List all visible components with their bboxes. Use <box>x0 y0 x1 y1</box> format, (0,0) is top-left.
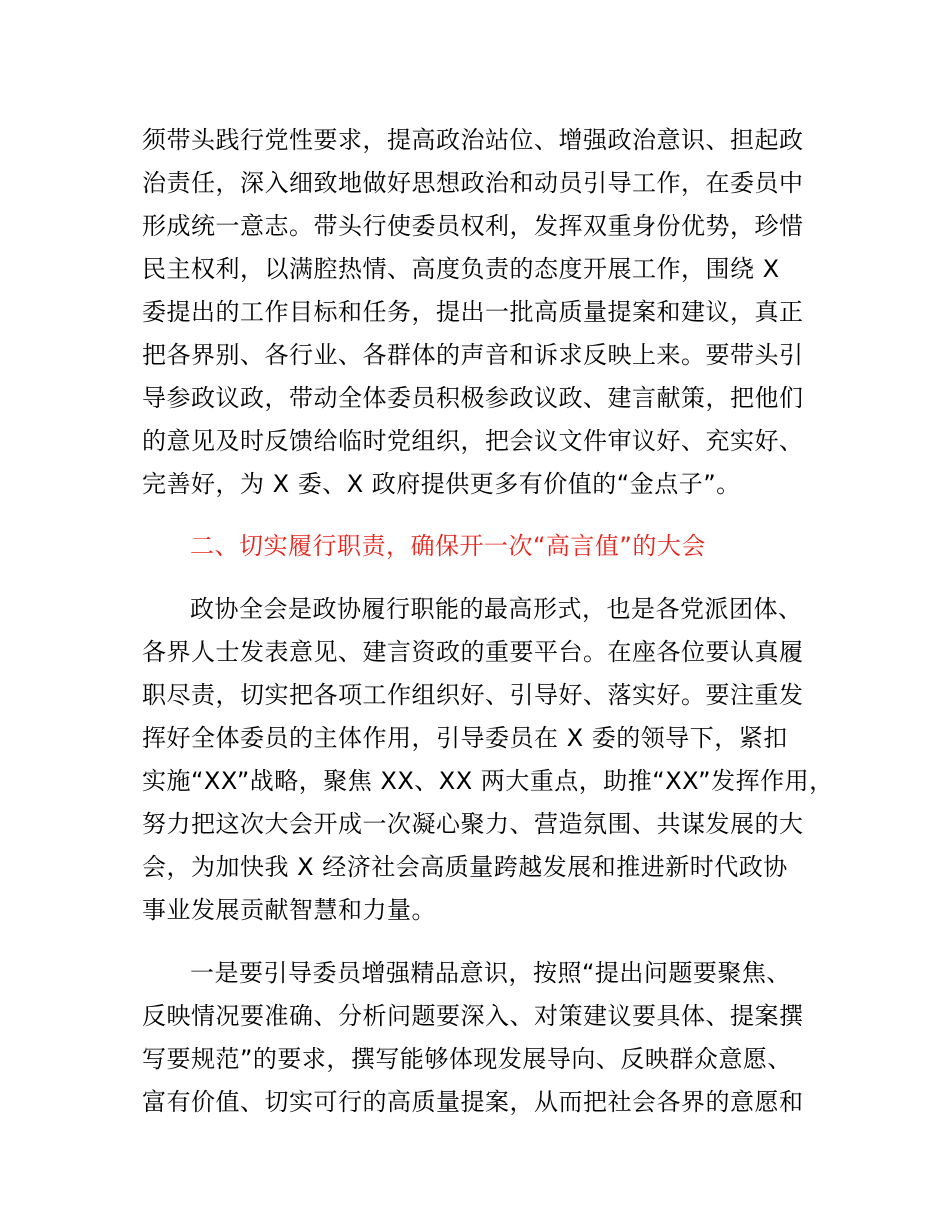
paragraph-1-line-1: 须带头践行党性要求，提高政治站位、增强政治意识、担起政 <box>142 126 804 154</box>
paragraph-1-line-8: 的意见及时反馈给临时党组织，把会议文件审议好、充实好、 <box>142 427 804 455</box>
paragraph-3-line-3: 写要规范”的要求，撰写能够体现发展导向、反映群众意愿、 <box>142 1045 792 1073</box>
paragraph-3-line-2: 反映情况要准确、分析问题要深入、对策建议要具体、提案撰 <box>142 1002 804 1030</box>
paragraph-1-line-7: 导参政议政，带动全体委员积极参政议政、建言献策，把他们 <box>142 384 804 412</box>
paragraph-1-line-9: 完善好，为 X 委、X 政府提供更多有价值的“金点子”。 <box>142 470 741 498</box>
paragraph-1-line-2: 治责任，深入细致地做好思想政治和动员引导工作，在委员中 <box>142 169 804 197</box>
paragraph-3-line-1: 一是要引导委员增强精品意识，按照“提出问题要聚焦、 <box>190 959 791 987</box>
paragraph-1-line-6: 把各界别、各行业、各群体的声音和诉求反映上来。要带头引 <box>142 341 804 369</box>
paragraph-3-line-4: 富有价值、切实可行的高质量提案，从而把社会各界的意愿和 <box>142 1088 804 1116</box>
paragraph-1-line-3: 形成统一意志。带头行使委员权利，发挥双重身份优势，珍惜 <box>142 212 804 240</box>
paragraph-2-line-5: 实施“XX”战略，聚焦 XX、XX 两大重点，助推“XX”发挥作用， <box>142 767 834 795</box>
paragraph-2-line-7: 会，为加快我 X 经济社会高质量跨越发展和推进新时代政协 <box>142 853 788 881</box>
paragraph-2-line-3: 职尽责，切实把各项工作组织好、引导好、落实好。要注重发 <box>142 681 804 709</box>
paragraph-2-line-4: 挥好全体委员的主体作用，引导委员在 X 委的领导下，紧扣 <box>142 724 788 752</box>
paragraph-1-line-4: 民主权利，以满腔热情、高度负责的态度开展工作，围绕 X <box>142 255 780 283</box>
paragraph-1-line-5: 委提出的工作目标和任务，提出一批高质量提案和建议，真正 <box>142 298 804 326</box>
paragraph-2-line-1: 政协全会是政协履行职能的最高形式，也是各党派团体、 <box>190 595 803 623</box>
paragraph-2-line-2: 各界人士发表意见、建言资政的重要平台。在座各位要认真履 <box>142 638 804 666</box>
paragraph-2-line-8: 事业发展贡献智慧和力量。 <box>142 896 436 924</box>
paragraph-2-line-6: 努力把这次大会开成一次凝心聚力、营造氛围、共谋发展的大 <box>142 810 804 838</box>
section-heading-2: 二、切实履行职责，确保开一次“高言值”的大会 <box>190 532 706 560</box>
